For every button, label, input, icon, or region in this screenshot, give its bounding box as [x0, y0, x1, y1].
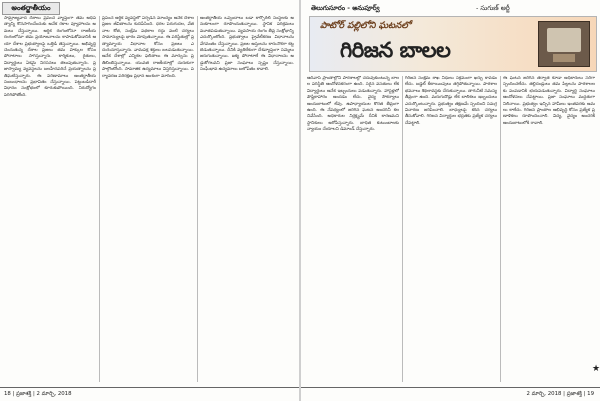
headline-banner: [309, 16, 597, 72]
right-footer-text: 2 మార్చి, 2018 | ప్రజాశక్తి | 19: [526, 391, 594, 397]
headline-illustration: [538, 21, 590, 67]
article-text: సామ్రాజ్యవాద దేశాలు ప్రపంచ వ్యాప్తంగా తమ ఆధిపత్యాన్ని కొనసాగించేందుకు అనేక రకాల వ్యూహాలను అమలు చేస్తున్నాయి. ఆర్థిక రంగంలోనూ రాజకీయ రంగంలోనూ తమ ప్రయోజనాలను కాపాడుకోవడానికి ఆయా దేశాల ప్రభుత్వాలపై ఒత్తిడి తెస్తున్నాయి. అభివృద్ధి చెందుతున్న దేశాల ప్రజలు తమ హక్కుల కోసం పోరాటాలు సాగిస్తున్నారు. కార్మికులు, రైతులు, విద్యార్థులు ఏకమై నిరసనలు తెలుపుతున్నారు. ప్రజాస్వామ్య వ్యవస్థలను బలహీనపరిచే ప్రయత్నాలను ప్రతిఘటిస్తున్నారు. ఈ పరిణామాలు అంతర్జాతీయ సంబంధాలను ప్రభావితం చేస్తున్నాయి. పెట్టుబడిదారీ విధానం సంక్షోభంలో కూరుకుపోయింది. నిరుద్యోగం పెరిగిపోతోంది.: [4, 16, 96, 98]
credit-line: - సుగుణ్ అర్జీ: [476, 4, 510, 12]
right-page: [301, 0, 600, 401]
column-divider: [500, 76, 501, 382]
left-page: [0, 0, 299, 401]
right-column-3: [503, 76, 595, 384]
column-divider: [99, 16, 100, 382]
left-column-1: [4, 16, 96, 384]
headline-kicker: పాటోర్ పల్లిలోని ఘటనలో: [320, 21, 411, 31]
star-icon: ★: [592, 364, 600, 374]
author-line: తెలుగుసూరం - అనుపూర్వ్: [311, 4, 380, 12]
article-text: గిరిజన సంక్షేమ శాఖ నిధులు సక్రమంగా ఖర్చు కావడం లేదు. బడ్జెట్ కేటాయింపులు తగ్గిపోతున్నాయి. పాఠశాల భవనాలు శిథిలావస్థకు చేరుకున్నాయి. తాగునీటి సమస్య తీవ్రంగా ఉంది. మరుగుదొడ్లు లేక బాలికలు ఇబ్బందులు ఎదుర్కొంటున్నారు. ప్రభుత్వం తక్షణమే స్పందించి సమగ్ర విచారణ జరిపించాలి. బాధ్యులపై కఠిన చర్యలు తీసుకోవాలి. గిరిజన విద్యార్థుల భద్రతకు ప్రత్యేక చర్యలు చేపట్టాలి.: [405, 76, 497, 126]
left-footer-text: 18 | ప్రజాశక్తి | 2 మార్చి, 2018: [4, 391, 72, 397]
column-divider: [402, 76, 403, 382]
column-divider: [197, 16, 198, 382]
section-tab: అంతర్జాతీయం: [2, 2, 60, 15]
article-text: ప్రపంచ ఆర్థిక వ్యవస్థలో ఏర్పడిన మాంద్యం అనేక దేశాల ప్రజల జీవితాలను కుదిపేసింది. ధరల పెరుగుదల, వేతనాల కోత, సంక్షేమ పథకాల రద్దు వంటి చర్యలు సామాన్యులపై భారం మోపుతున్నాయి. ఈ పరిస్థితుల్లో ప్రత్యామ్నాయ విధానాల కోసం ప్రజలు ఎదురుచూస్తున్నారు. వామపక్ష శక్తులు బలపడుతున్నాయి. అనేక దేశాల్లో ఎన్నికల ఫలితాలు ఈ మార్పును ప్రతిబింబిస్తున్నాయి. యువత రాజకీయాల్లో చురుకుగా పాల్గొంటోంది. సామాజిక ఉద్యమాలు విస్తరిస్తున్నాయి. పర్యావరణ పరిరక్షణ ప్రధాన అంశంగా మారింది.: [102, 16, 194, 79]
article-text: ఆదివాసీ ప్రాంతాల్లోని పాఠశాలల్లో చదువుకుంటున్న బాలల పరిస్థితి ఆందోళనకరంగా ఉంది. సరైన వసతులు లేక విద్యార్థులు అనేక ఇబ్బందులు పడుతున్నారు. హాస్టళ్లలో పౌష్టికాహారం అందడం లేదు. వైద్య సౌకర్యాలు అందుబాటులో లేవు. ఉపాధ్యాయుల కొరత తీవ్రంగా ఉంది. ఈ నేపథ్యంలో జరిగిన ఘటన అందరినీ కలచివేసింది. అధికారుల నిర్లక్ష్యమే దీనికి కారణమని స్థానికులు ఆరోపిస్తున్నారు. బాధిత కుటుంబాలకు న్యాయం చేయాలని డిమాండ్ చేస్తున్నారు.: [307, 76, 399, 133]
article-header: [301, 2, 600, 14]
left-footer: [0, 387, 299, 399]
left-column-2: [102, 16, 194, 384]
right-column-1: [307, 76, 399, 384]
article-text: అంతర్జాతీయ ఒప్పందాలు బడా కార్పొరేట్ సంస్థలకు అనుకూలంగా రూపొందుతున్నాయి. స్థానిక పరిశ్రమలు మూతపడుతున్నాయి. వ్యవసాయ రంగం తీవ్ర సంక్షోభాన్ని ఎదుర్కొంటోంది. ప్రభుత్వాలు ప్రైవేటీకరణ విధానాలను వేగవంతం చేస్తున్నాయి. ప్రజల ఆస్తులను కారుచౌకగా కట్టబెడుతున్నాయి. దీనికి వ్యతిరేకంగా దేశవ్యాప్తంగా సమ్మెలు జరుగుతున్నాయి. ఐక్య పోరాటాలే ఈ విధానాలను అడ్డుకోగలవని ప్రజా సంఘాలు స్పష్టం చేస్తున్నాయి. సంఘీభావ ఉద్యమాలు బలోపేతం కావాలి.: [200, 16, 294, 73]
right-footer: [301, 387, 600, 399]
article-text: ఈ ఘటన జరిగిన తర్వాత కూడా అధికారులు సరిగా స్పందించలేదు. తల్లిదండ్రులు తమ పిల్లలను పాఠశాలలకు పంపడానికి భయపడుతున్నారు. విద్యార్థి సంఘాలు ఆందోళనలు చేపట్టాయి. ప్రజా సంఘాలు మద్దతుగా నిలిచాయి. ప్రభుత్వం ఇచ్చిన హామీలు ఇంతవరకు అమలు కాలేదు. గిరిజన ప్రాంతాల అభివృద్ధి కోసం ప్రత్యేక ప్రణాళికలు రూపొందించాలి. విద్య, వైద్యం అందరికీ అందుబాటులోకి రావాలి.: [503, 76, 595, 126]
headline-title: గిరిజన బాలల: [340, 37, 451, 62]
left-column-3: [200, 16, 294, 384]
right-column-2: [405, 76, 497, 384]
